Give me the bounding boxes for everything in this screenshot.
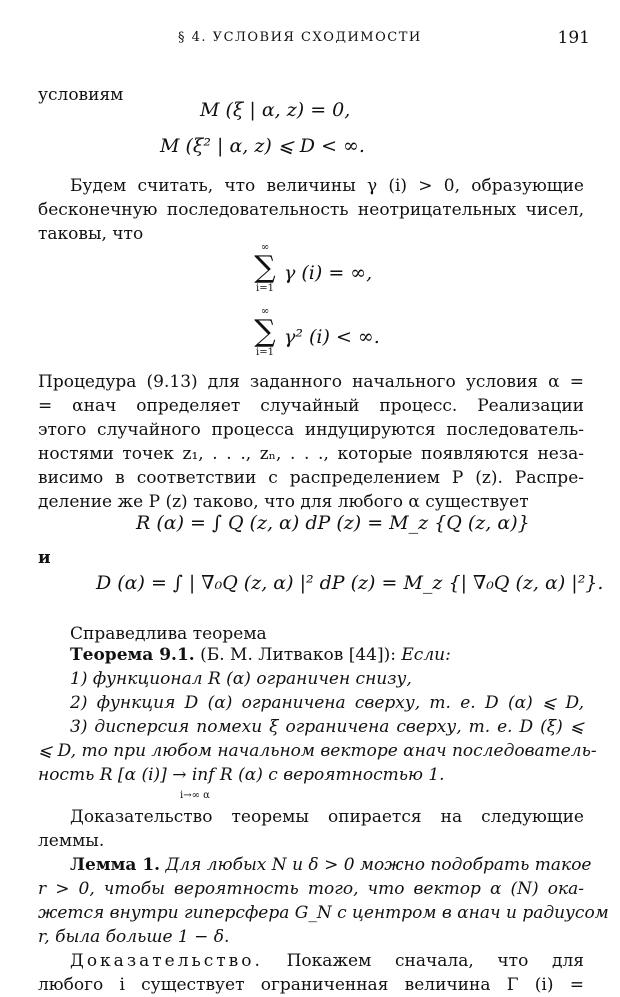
sum-lower-limit: i=1 <box>256 283 274 294</box>
theorem-source: (Б. М. Литваков [44]): <box>200 645 396 665</box>
theorem-heading-line <box>38 643 584 667</box>
lemma-title: Лемма 1. <box>70 855 161 875</box>
paragraph-line: Процедура (9.13) для заданного начального условия α = <box>38 372 584 392</box>
lemma-line: жется внутри гиперсфера G_N с центром в αнач и радиусом <box>38 903 609 923</box>
limit-subscript: i→∞ α <box>180 790 210 801</box>
paragraph-line: висимо в соответствии с распределением P (z). Распре- <box>38 468 584 488</box>
proof-text: Покажем сначала, что для <box>286 951 584 971</box>
theorem-intro: Справедлива теорема <box>70 624 267 644</box>
equation-risk-functional: R (α) = ∫ Q (z, α) dP (z) = M_z {Q (z, α)} <box>136 512 530 534</box>
proof-line <box>38 949 584 973</box>
theorem-title: Теорема 9.1. <box>70 645 195 665</box>
proof-word: Доказательство. <box>70 951 263 971</box>
conjunction: и <box>38 548 51 568</box>
equation-sum-convergent: γ² (i) < ∞. <box>284 326 380 348</box>
equation-mean: M (ξ | α, z) = 0, <box>200 99 351 121</box>
equation-sum-divergent: γ (i) = ∞, <box>284 262 373 284</box>
sum-lower-limit: i=1 <box>256 347 274 358</box>
paragraph-line: таковы, что <box>38 224 144 244</box>
sum-upper-limit: ∞ <box>260 242 270 253</box>
summation-sign: ∞ ∑ i=1 <box>250 242 280 294</box>
page-number: 191 <box>557 28 590 48</box>
paragraph-line: леммы. <box>38 831 105 851</box>
proof-line: любого i существует ограниченная величина Γ (i) = <box>38 975 584 995</box>
lemma-line: r, была больше 1 − δ. <box>38 927 230 947</box>
running-header <box>0 30 620 54</box>
theorem-if: Если: <box>401 645 451 665</box>
theorem-condition: 3) дисперсия помехи ξ ограничена сверху, т. е. D (ξ) ⩽ <box>70 717 584 737</box>
intro-word: условиям <box>38 85 124 105</box>
summation-sign: ∞ ∑ i=1 <box>250 306 280 358</box>
section-title: § 4. УСЛОВИЯ СХОДИМОСТИ <box>178 30 422 45</box>
paragraph-line: деление же P (z) таково, что для любого α существует <box>38 492 529 512</box>
theorem-condition: 1) функционал R (α) ограничен снизу, <box>70 669 412 689</box>
lemma-text: Для любых N и δ > 0 можно подобрать такое <box>165 855 592 875</box>
paragraph-line: Доказательство теоремы опирается на следующие <box>70 807 584 827</box>
paragraph-line: этого случайного процесса индуцируются последователь- <box>38 420 584 440</box>
theorem-condition: ⩽ D, то при любом начальном векторе αнач последователь- <box>38 741 597 761</box>
theorem-condition: 2) функция D (α) ограничена сверху, т. е. D (α) ⩽ D, <box>70 693 584 713</box>
paragraph-line: бесконечную последовательность неотрицательных чисел, <box>38 200 584 220</box>
paragraph-line: Будем считать, что величины γ (i) > 0, образующие <box>70 176 584 196</box>
paragraph-line: ностями точек z₁, . . ., zₙ, . . ., которые появляются неза- <box>38 444 584 464</box>
lemma-line <box>38 853 592 877</box>
theorem-condition: ность R [α (i)] → inf R (α) с вероятностью 1. <box>38 765 445 785</box>
sum-upper-limit: ∞ <box>260 306 270 317</box>
paragraph-line: = αнач определяет случайный процесс. Реализации <box>38 396 584 416</box>
equation-variance: M (ξ² | α, z) ⩽ D < ∞. <box>160 135 365 157</box>
lemma-line: r > 0, чтобы вероятность того, что вектор α (N) ока- <box>38 879 584 899</box>
equation-dispersion: D (α) = ∫ | ∇₀Q (z, α) |² dP (z) = M_z {| ∇₀Q (z, α) |²}. <box>96 572 604 594</box>
